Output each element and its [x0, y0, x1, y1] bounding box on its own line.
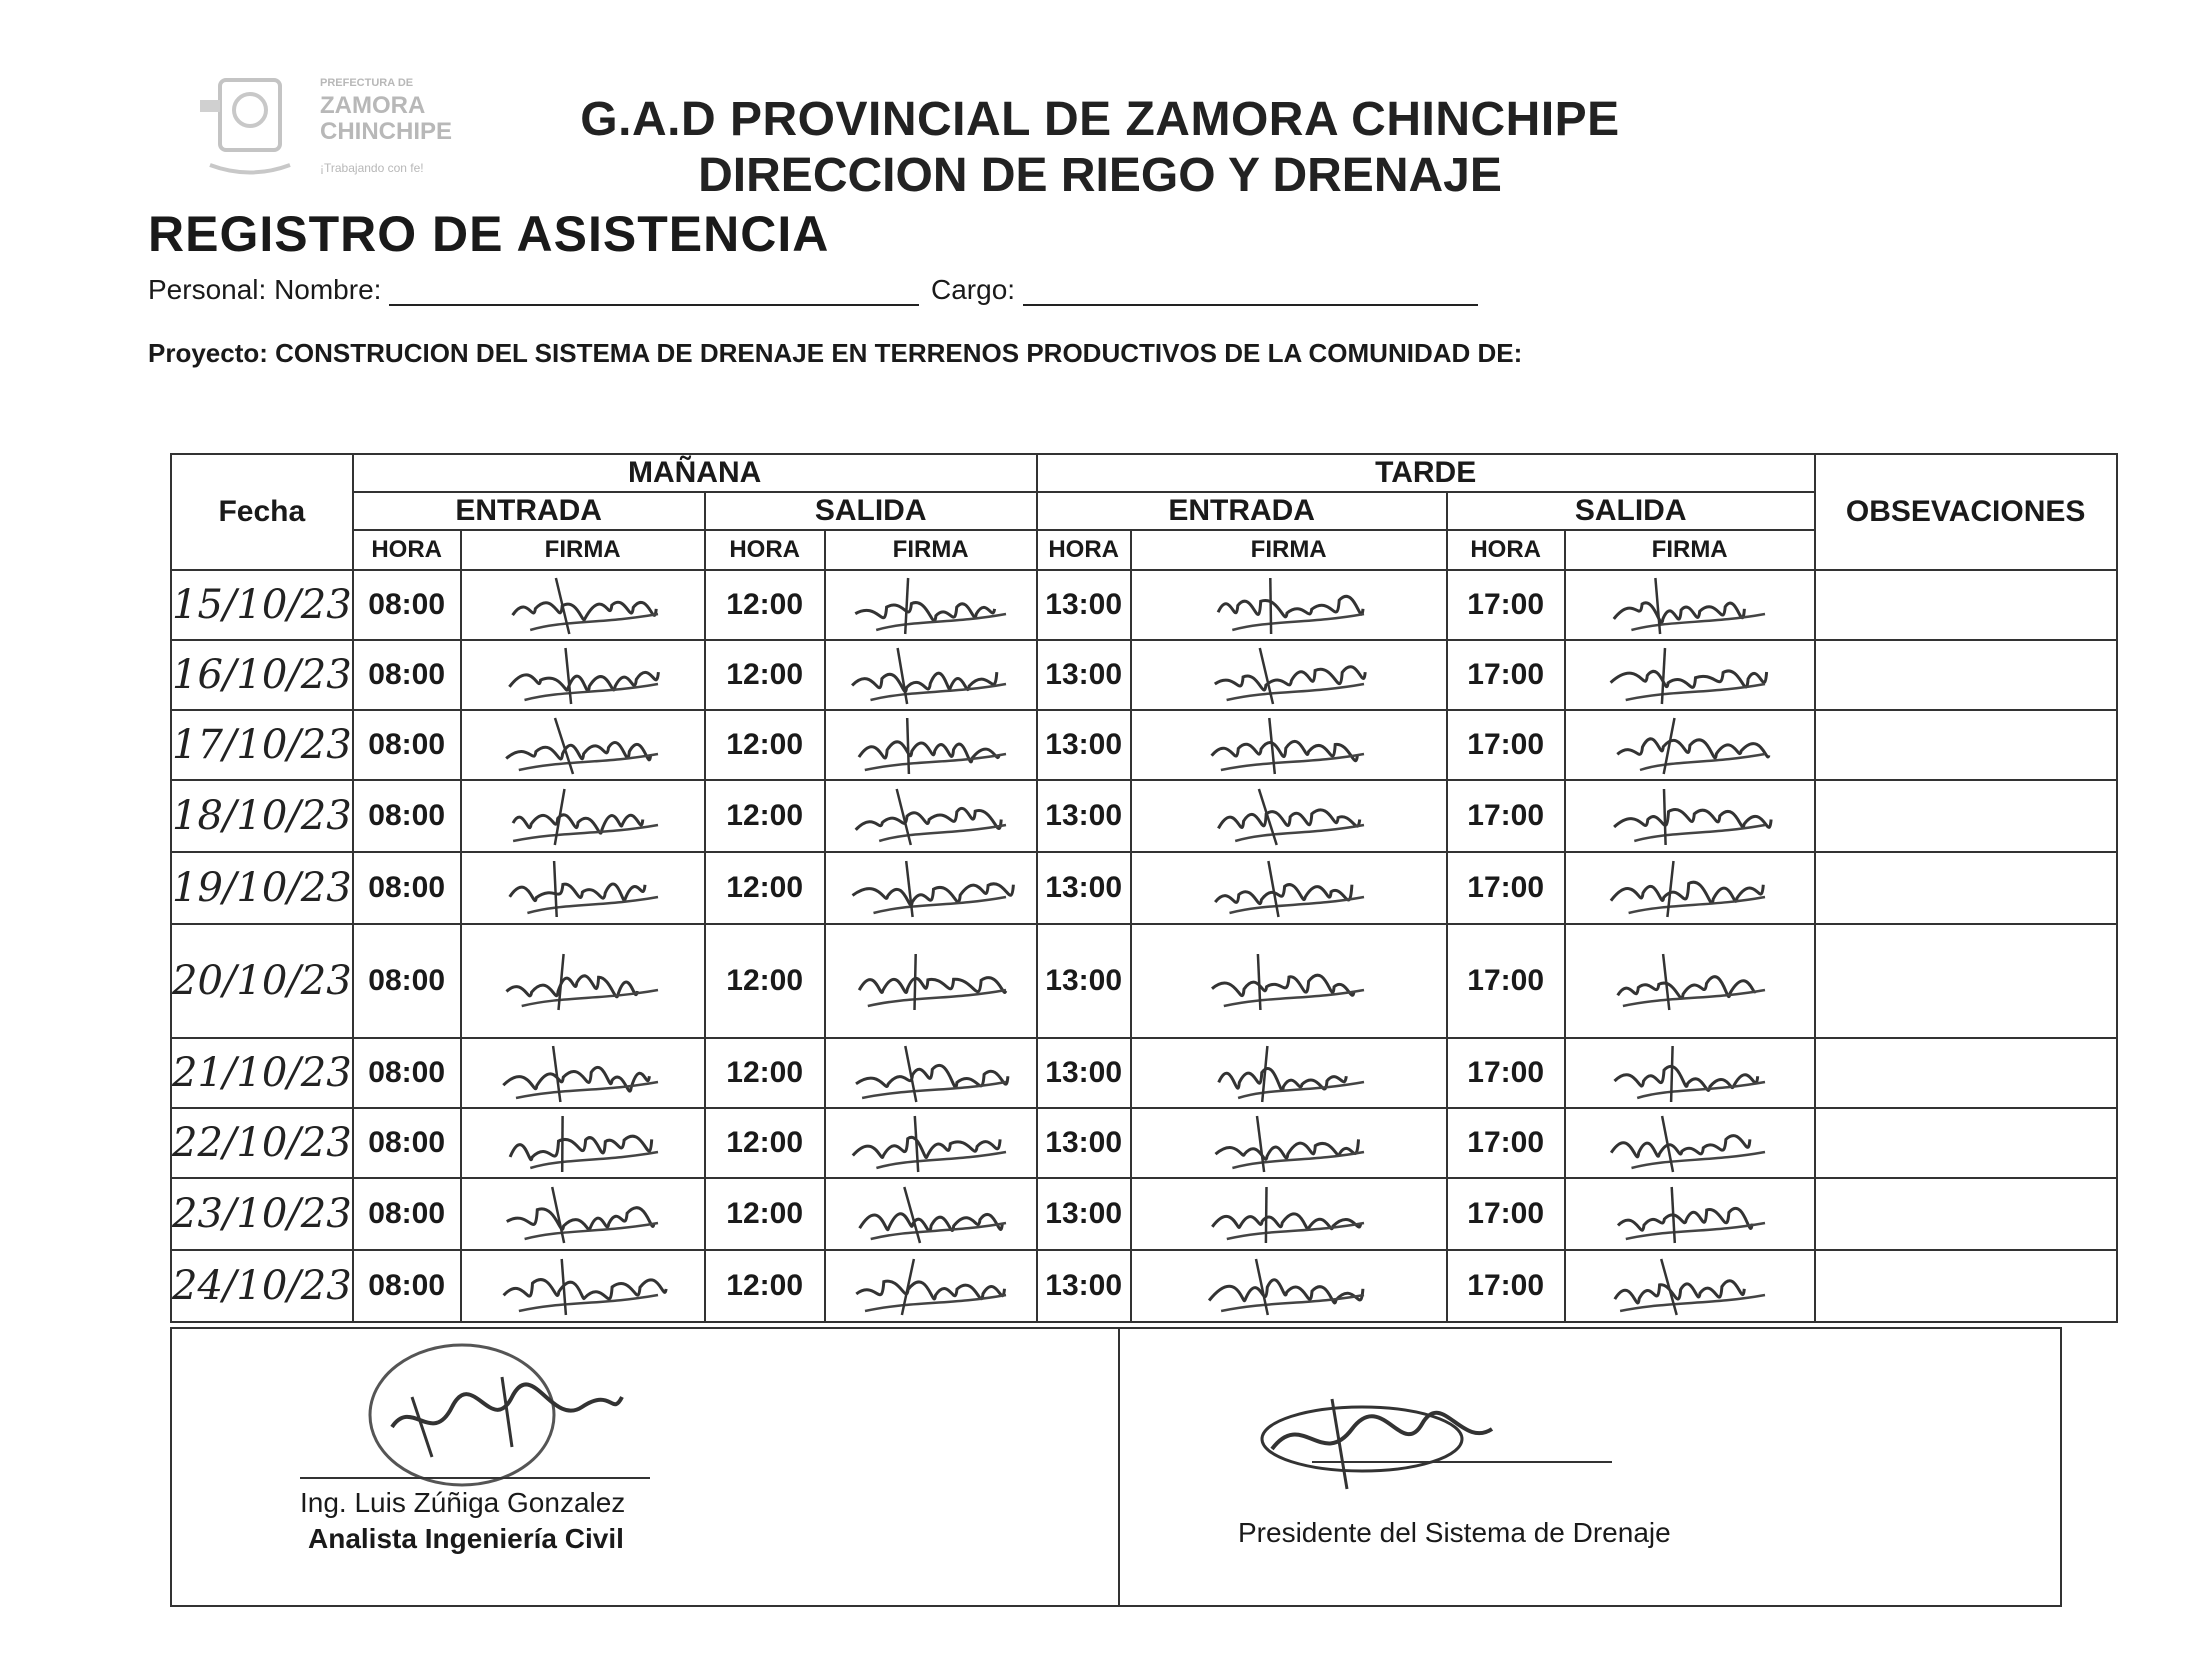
date-cell: 18/10/23 [171, 780, 353, 852]
handwritten-signature-icon [1566, 572, 1814, 638]
handwritten-signature-icon [1132, 1181, 1446, 1247]
signature-section [170, 1327, 2062, 1607]
handwritten-signature-icon [826, 1181, 1036, 1247]
observaciones-cell [1815, 1250, 2117, 1322]
handwritten-signature-icon [826, 783, 1036, 849]
hora-salida-manana: 12:00 [705, 852, 825, 924]
table-row [171, 710, 2117, 780]
handwritten-signature-icon [462, 948, 704, 1014]
hora-entrada-manana: 08:00 [353, 1178, 461, 1250]
firma-salida-tarde [1565, 780, 1815, 852]
handwritten-signature-icon [1132, 855, 1446, 921]
hora-entrada-manana: 08:00 [353, 924, 461, 1038]
handwritten-signature-icon [1132, 1253, 1446, 1319]
date-cell: 15/10/23 [171, 570, 353, 640]
firma-entrada-manana [461, 570, 705, 640]
hora-entrada-manana: 08:00 [353, 640, 461, 710]
handwritten-signature-icon [826, 1110, 1036, 1176]
date-cell: 17/10/23 [171, 710, 353, 780]
handwritten-signature-icon [1132, 572, 1446, 638]
handwritten-signature-icon [1566, 948, 1814, 1014]
handwritten-signature-icon [1132, 642, 1446, 708]
attendance-table [170, 453, 2118, 1323]
handwritten-signature-icon [462, 1040, 704, 1106]
table-row [171, 852, 2117, 924]
handwritten-signature-icon [1566, 1253, 1814, 1319]
handwritten-signature-icon [826, 712, 1036, 778]
personal-line [148, 274, 1478, 306]
observaciones-cell [1815, 924, 2117, 1038]
hora-salida-tarde: 17:00 [1447, 710, 1565, 780]
firma-salida-manana [825, 1038, 1037, 1108]
firma-salida-manana [825, 640, 1037, 710]
firma-salida-tarde [1565, 1108, 1815, 1178]
hora-entrada-tarde: 13:00 [1037, 1108, 1131, 1178]
firma-salida-tarde [1565, 1038, 1815, 1108]
handwritten-signature-icon [1566, 1181, 1814, 1247]
firma-entrada-manana [461, 1178, 705, 1250]
right-signature-icon [1252, 1389, 1572, 1499]
department-title: DIRECCION DE RIEGO Y DRENAJE [698, 149, 1502, 202]
header-hora: HORA [1447, 530, 1565, 570]
handwritten-signature-icon [462, 1110, 704, 1176]
hora-entrada-tarde: 13:00 [1037, 1178, 1131, 1250]
date-cell: 24/10/23 [171, 1250, 353, 1322]
table-row [171, 1250, 2117, 1322]
firma-entrada-tarde [1131, 640, 1447, 710]
firma-entrada-tarde [1131, 1108, 1447, 1178]
firma-salida-tarde [1565, 924, 1815, 1038]
hora-entrada-tarde: 13:00 [1037, 1250, 1131, 1322]
firma-salida-manana [825, 924, 1037, 1038]
hora-salida-manana: 12:00 [705, 1108, 825, 1178]
table-row [171, 640, 2117, 710]
firma-salida-manana [825, 710, 1037, 780]
hora-entrada-manana: 08:00 [353, 1250, 461, 1322]
firma-salida-manana [825, 1108, 1037, 1178]
header-observaciones: OBSEVACIONES [1815, 454, 2117, 570]
logo-line1: PREFECTURA DE [320, 77, 414, 89]
hora-entrada-manana: 08:00 [353, 710, 461, 780]
hora-salida-manana: 12:00 [705, 1250, 825, 1322]
handwritten-signature-icon [1132, 783, 1446, 849]
hora-entrada-manana: 08:00 [353, 1038, 461, 1108]
handwritten-signature-icon [1566, 1110, 1814, 1176]
right-signature-line [1312, 1461, 1612, 1463]
hora-salida-manana: 12:00 [705, 710, 825, 780]
header-manana: MAÑANA [353, 454, 1037, 492]
handwritten-signature-icon [462, 712, 704, 778]
cargo-blank [1023, 282, 1478, 306]
header-firma: FIRMA [1565, 530, 1815, 570]
header-hora: HORA [353, 530, 461, 570]
hora-salida-tarde: 17:00 [1447, 1250, 1565, 1322]
header-manana-salida: SALIDA [705, 492, 1037, 530]
hora-salida-tarde: 17:00 [1447, 780, 1565, 852]
date-cell: 20/10/23 [171, 924, 353, 1038]
handwritten-signature-icon [462, 1181, 704, 1247]
hora-salida-manana: 12:00 [705, 1038, 825, 1108]
table-row [171, 1178, 2117, 1250]
hora-entrada-manana: 08:00 [353, 570, 461, 640]
logo-line3: CHINCHIPE [320, 118, 453, 145]
firma-entrada-manana [461, 1250, 705, 1322]
firma-entrada-manana [461, 640, 705, 710]
observaciones-cell [1815, 710, 2117, 780]
header-firma: FIRMA [1131, 530, 1447, 570]
observaciones-cell [1815, 640, 2117, 710]
proyecto-line: Proyecto: CONSTRUCION DEL SISTEMA DE DRENAJE EN TERRENOS PRODUCTIVOS DE LA COMUNIDAD DE: [148, 338, 1523, 368]
handwritten-signature-icon [462, 572, 704, 638]
handwritten-signature-icon [1566, 783, 1814, 849]
hora-entrada-tarde: 13:00 [1037, 570, 1131, 640]
logo-line2: ZAMORA [320, 92, 426, 119]
date-cell: 16/10/23 [171, 640, 353, 710]
hora-entrada-tarde: 13:00 [1037, 640, 1131, 710]
firma-salida-manana [825, 1250, 1037, 1322]
hora-entrada-manana: 08:00 [353, 780, 461, 852]
personal-label: Personal: Nombre: [148, 274, 382, 305]
hora-salida-tarde: 17:00 [1447, 852, 1565, 924]
observaciones-cell [1815, 1038, 2117, 1108]
firma-salida-tarde [1565, 1178, 1815, 1250]
header-fecha: Fecha [171, 454, 353, 570]
date-cell: 22/10/23 [171, 1108, 353, 1178]
header-tarde-entrada: ENTRADA [1037, 492, 1447, 530]
firma-entrada-manana [461, 710, 705, 780]
firma-entrada-manana [461, 924, 705, 1038]
observaciones-cell [1815, 852, 2117, 924]
firma-entrada-tarde [1131, 710, 1447, 780]
handwritten-signature-icon [462, 1253, 704, 1319]
document-title: REGISTRO DE ASISTENCIA [148, 206, 830, 262]
handwritten-signature-icon [826, 1040, 1036, 1106]
firma-entrada-tarde [1131, 780, 1447, 852]
hora-entrada-tarde: 13:00 [1037, 780, 1131, 852]
firma-entrada-tarde [1131, 1178, 1447, 1250]
observaciones-cell [1815, 570, 2117, 640]
date-cell: 19/10/23 [171, 852, 353, 924]
handwritten-signature-icon [826, 642, 1036, 708]
handwritten-signature-icon [1132, 948, 1446, 1014]
left-signature-line [300, 1477, 650, 1479]
firma-salida-manana [825, 852, 1037, 924]
table-row [171, 570, 2117, 640]
header-hora: HORA [1037, 530, 1131, 570]
header-tarde: TARDE [1037, 454, 1815, 492]
hora-salida-manana: 12:00 [705, 570, 825, 640]
hora-entrada-tarde: 13:00 [1037, 852, 1131, 924]
hora-entrada-tarde: 13:00 [1037, 710, 1131, 780]
table-row [171, 780, 2117, 852]
handwritten-signature-icon [1132, 1040, 1446, 1106]
handwritten-signature-icon [1566, 1040, 1814, 1106]
logo-tagline: ¡Trabajando con fe! [320, 161, 424, 175]
footer-divider [1118, 1329, 1120, 1605]
firma-entrada-manana [461, 780, 705, 852]
hora-salida-tarde: 17:00 [1447, 640, 1565, 710]
org-title: G.A.D PROVINCIAL DE ZAMORA CHINCHIPE [580, 93, 1620, 146]
hora-salida-manana: 12:00 [705, 924, 825, 1038]
handwritten-signature-icon [826, 572, 1036, 638]
hora-salida-tarde: 17:00 [1447, 1038, 1565, 1108]
hora-salida-tarde: 17:00 [1447, 570, 1565, 640]
stamp-signature-icon [352, 1337, 652, 1487]
firma-salida-tarde [1565, 710, 1815, 780]
cargo-label: Cargo: [931, 274, 1016, 305]
handwritten-signature-icon [826, 1253, 1036, 1319]
date-cell: 21/10/23 [171, 1038, 353, 1108]
firma-salida-manana [825, 1178, 1037, 1250]
firma-salida-tarde [1565, 570, 1815, 640]
firma-entrada-manana [461, 852, 705, 924]
header-firma: FIRMA [461, 530, 705, 570]
hora-salida-tarde: 17:00 [1447, 1108, 1565, 1178]
observaciones-cell [1815, 1108, 2117, 1178]
firma-entrada-tarde [1131, 924, 1447, 1038]
firma-salida-tarde [1565, 852, 1815, 924]
firma-salida-tarde [1565, 1250, 1815, 1322]
hora-entrada-manana: 08:00 [353, 1108, 461, 1178]
date-cell: 23/10/23 [171, 1178, 353, 1250]
handwritten-signature-icon [826, 855, 1036, 921]
firma-entrada-tarde [1131, 570, 1447, 640]
header-manana-entrada: ENTRADA [353, 492, 705, 530]
handwritten-signature-icon [1132, 712, 1446, 778]
firma-entrada-manana [461, 1108, 705, 1178]
left-signer-name: Ing. Luis Zúñiga Gonzalez [300, 1487, 626, 1518]
handwritten-signature-icon [1566, 642, 1814, 708]
handwritten-signature-icon [1566, 855, 1814, 921]
hora-entrada-tarde: 13:00 [1037, 1038, 1131, 1108]
hora-salida-tarde: 17:00 [1447, 1178, 1565, 1250]
observaciones-cell [1815, 1178, 2117, 1250]
firma-entrada-tarde [1131, 1250, 1447, 1322]
table-row [171, 1038, 2117, 1108]
observaciones-cell [1815, 780, 2117, 852]
handwritten-signature-icon [1132, 1110, 1446, 1176]
firma-salida-manana [825, 780, 1037, 852]
nombre-blank [389, 282, 919, 306]
hora-salida-tarde: 17:00 [1447, 924, 1565, 1038]
handwritten-signature-icon [462, 642, 704, 708]
handwritten-signature-icon [826, 948, 1036, 1014]
hora-entrada-manana: 08:00 [353, 852, 461, 924]
left-signer-role: Analista Ingeniería Civil [308, 1523, 624, 1554]
handwritten-signature-icon [462, 783, 704, 849]
right-signer-role: Presidente del Sistema de Drenaje [1238, 1517, 1671, 1548]
firma-entrada-manana [461, 1038, 705, 1108]
firma-salida-tarde [1565, 640, 1815, 710]
table-row [171, 1108, 2117, 1178]
hora-salida-manana: 12:00 [705, 1178, 825, 1250]
firma-entrada-tarde [1131, 1038, 1447, 1108]
hora-salida-manana: 12:00 [705, 780, 825, 852]
firma-salida-manana [825, 570, 1037, 640]
handwritten-signature-icon [462, 855, 704, 921]
handwritten-signature-icon [1566, 712, 1814, 778]
firma-entrada-tarde [1131, 852, 1447, 924]
header-firma: FIRMA [825, 530, 1037, 570]
table-row [171, 924, 2117, 1038]
header-hora: HORA [705, 530, 825, 570]
hora-entrada-tarde: 13:00 [1037, 924, 1131, 1038]
hora-salida-manana: 12:00 [705, 640, 825, 710]
header-tarde-salida: SALIDA [1447, 492, 1815, 530]
